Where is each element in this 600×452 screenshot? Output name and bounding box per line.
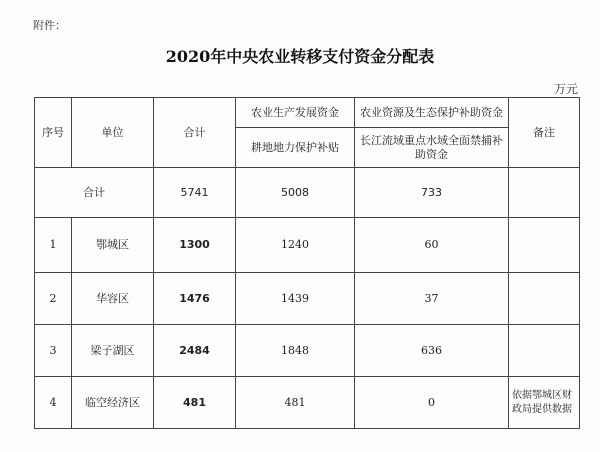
- allocation-table: [34, 97, 580, 429]
- table-row: [35, 377, 580, 429]
- total-label: 合计: [35, 168, 154, 218]
- header-row: [35, 98, 580, 128]
- table-row: [35, 273, 580, 325]
- unit-label: 万元: [553, 82, 578, 96]
- header-group2-sub: 长江流域重点水域全面禁捕补助资金: [355, 128, 509, 168]
- row-g1: 1848: [236, 325, 355, 377]
- row-remark: [509, 218, 580, 273]
- total-row: [35, 168, 580, 218]
- row-g2: 0: [355, 377, 509, 429]
- header-group1-sub: 耕地地力保护补贴: [236, 128, 355, 168]
- row-unit: 鄂城区: [72, 218, 154, 273]
- row-g2: 37: [355, 273, 509, 325]
- header-group1: 农业生产发展资金: [236, 98, 355, 128]
- header-unit: 单位: [72, 98, 154, 168]
- header-seq: 序号: [35, 98, 72, 168]
- total-g1: 5008: [236, 168, 355, 218]
- row-unit: 华容区: [72, 273, 154, 325]
- table-row: [35, 218, 580, 273]
- document-title: 2020年中央农业转移支付资金分配表: [165, 47, 435, 66]
- header-total: 合计: [154, 98, 236, 168]
- row-remark: 依据鄂城区财政局提供数据: [509, 377, 580, 429]
- row-seq: 3: [35, 325, 72, 377]
- header-group2: 农业资源及生态保护补助资金: [355, 98, 509, 128]
- total-remark: [509, 168, 580, 218]
- row-remark: [509, 325, 580, 377]
- row-g2: 60: [355, 218, 509, 273]
- row-unit: 梁子湖区: [72, 325, 154, 377]
- row-remark: [509, 273, 580, 325]
- table-row: [35, 325, 580, 377]
- row-g1: 481: [236, 377, 355, 429]
- row-g1: 1439: [236, 273, 355, 325]
- row-total: 1476: [154, 273, 236, 325]
- row-total: 1300: [154, 218, 236, 273]
- row-seq: 2: [35, 273, 72, 325]
- header-remark: 备注: [509, 98, 580, 168]
- total-total: 5741: [154, 168, 236, 218]
- attachment-label: 附件：: [33, 19, 66, 32]
- row-total: 481: [154, 377, 236, 429]
- row-total: 2484: [154, 325, 236, 377]
- total-g2: 733: [355, 168, 509, 218]
- row-g1: 1240: [236, 218, 355, 273]
- row-seq: 4: [35, 377, 72, 429]
- row-g2: 636: [355, 325, 509, 377]
- row-unit: 临空经济区: [72, 377, 154, 429]
- row-seq: 1: [35, 218, 72, 273]
